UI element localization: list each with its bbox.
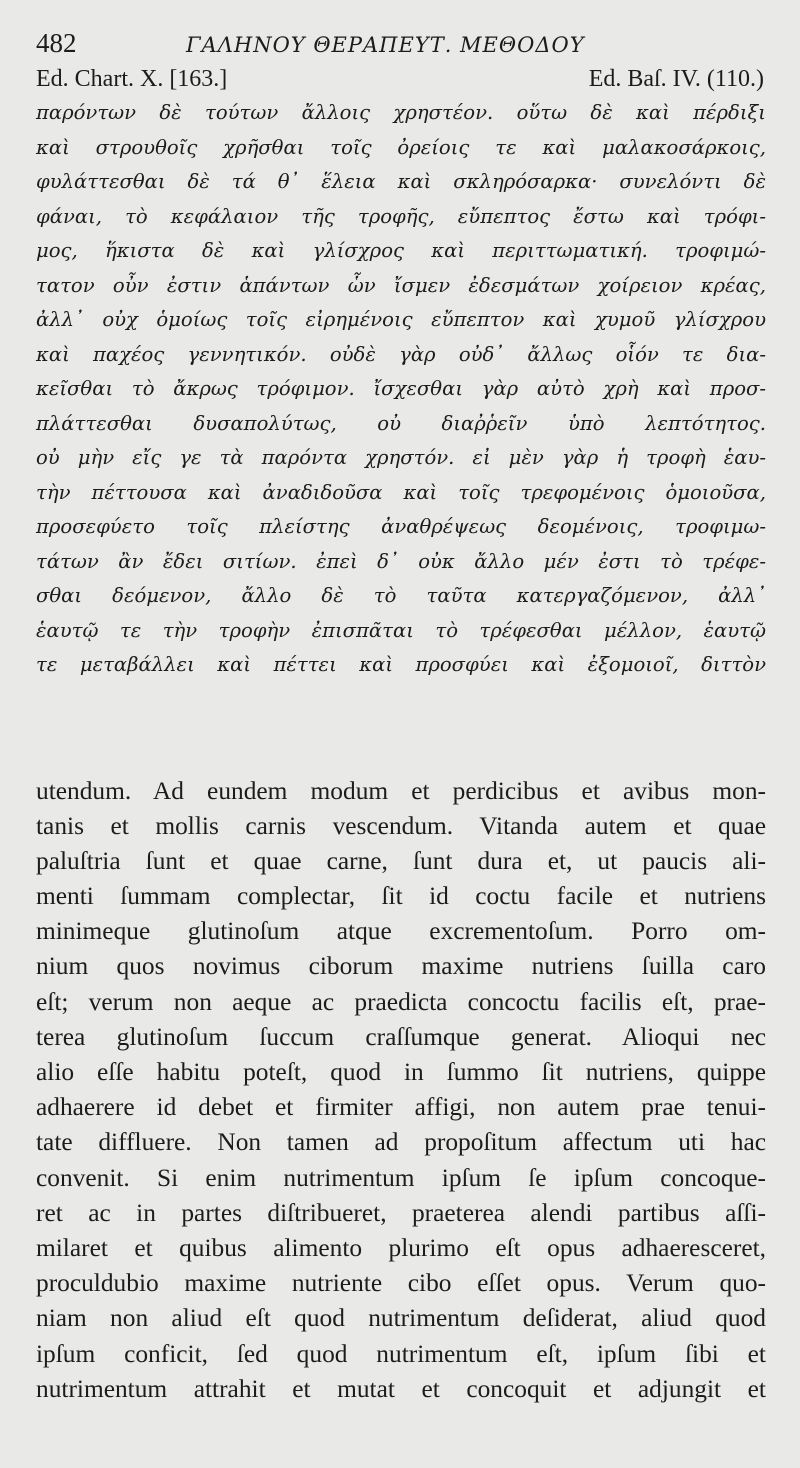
greek-line: τε μεταβάλλει καὶ πέττει καὶ προσφύει καὶ ἐξομοιοῖ, διττὸν (36, 653, 766, 676)
edition-basel: Ed. Baſ. IV. (110.) (588, 66, 764, 92)
greek-line: σθαι δεόμενον, ἄλλο δὲ τὸ ταῦτα κατεργαζόμενον, ἀλλ᾽ (36, 584, 766, 607)
latin-line: niam non aliud eſt quod nutrimentum deſiderat, aliud quod (36, 1304, 766, 1333)
latin-line: convenit. Si enim nutrimentum ipſum ſe ipſum concoque- (36, 1163, 766, 1192)
greek-line: τάτων ἂν ἔδει σιτίων. ἐπεὶ δ᾽ οὐκ ἄλλο μέν ἐστι τὸ τρέφε- (36, 549, 766, 573)
latin-line: ret ac in partes diſtribueret, praeterea alendi partibus aſſi- (36, 1198, 766, 1227)
latin-line: minimeque glutinoſum atque excrementoſum. Porro om- (36, 917, 766, 946)
greek-line: καὶ παχέος γεννητικόν. οὐδὲ γὰρ οὐδ᾽ ἄλλως οἷόν τε δια- (36, 342, 766, 366)
latin-line: menti ſummam complectar, ſit id coctu facile et nutriens (36, 882, 766, 911)
greek-line: φάναι, τὸ κεφάλαιον τῆς τροφῆς, εὔπεπτος ἔστω καὶ τρόφι- (36, 204, 766, 228)
greek-line: φυλάττεσθαι δὲ τά θ᾽ ἕλεια καὶ σκληρόσαρκα· συνελόντι δὲ (36, 170, 766, 193)
greek-line: μος, ἥκιστα δὲ καὶ γλίσχρος καὶ περιττωματική. τροφιμώ- (36, 239, 766, 262)
running-head (36, 28, 766, 62)
greek-line: πλάττεσθαι δυσαπολύτως, οὐ διαῤῥεῖν ὑπὸ λεπτότητος. (36, 411, 766, 435)
latin-text-block (36, 774, 766, 1407)
latin-line: nutrimentum attrahit et mutat et concoquit et adjungit et (36, 1374, 766, 1403)
greek-line: τατον οὖν ἐστιν ἁπάντων ὧν ἴσμεν ἐδεσμάτων χοίρειον κρέας, (36, 273, 766, 297)
greek-line: τὴν πέττουσα καὶ ἀναδιδοῦσα καὶ τοῖς τρεφομένοις ὁμοιοῦσα, (36, 480, 766, 504)
latin-line: tanis et mollis carnis vescendum. Vitanda autem et quae (36, 811, 766, 840)
latin-line: milaret et quibus alimento plurimo eſt opus adhaeresceret, (36, 1233, 766, 1262)
greek-line: οὐ μὴν εἴς γε τὰ παρόντα χρηστόν. εἰ μὲν γὰρ ἡ τροφὴ ἑαυ- (36, 446, 766, 469)
page-number: 482 (36, 28, 77, 58)
latin-line: paluſtria ſunt et quae carne, ſunt dura et, ut paucis ali- (36, 846, 766, 875)
latin-line: utendum. Ad eundem modum et perdicibus et avibus mon- (36, 776, 766, 805)
latin-line: terea glutinoſum ſuccum craſſumque generat. Alioqui nec (36, 1022, 766, 1051)
running-title: ΓΑΛΗΝΟΥ ΘΕΡΑΠΕΥΤ. ΜΕΘΟΔΟΥ (186, 33, 585, 57)
latin-line: adhaerere id debet et firmiter affigi, non autem prae tenui- (36, 1093, 766, 1122)
latin-line: eſt; verum non aeque ac praedicta concoctu facilis eſt, prae- (36, 987, 766, 1016)
latin-line: tate diffluere. Non tamen ad propoſitum affectum uti hac (36, 1128, 766, 1157)
latin-line: proculdubio maxime nutriente cibo eſſet opus. Verum quo- (36, 1269, 766, 1298)
greek-line: ἀλλ᾽ οὐχ ὁμοίως τοῖς εἰρημένοις εὔπεπτον καὶ χυμοῦ γλίσχρου (36, 308, 766, 331)
greek-line: ἑαυτῷ τε τὴν τροφὴν ἐπισπᾶται τὸ τρέφεσθαι μέλλον, ἑαυτῷ (36, 618, 766, 642)
greek-line: κεῖσθαι τὸ ἄκρως τρόφιμον. ἴσχεσθαι γὰρ αὐτὸ χρὴ καὶ προσ- (36, 377, 766, 400)
latin-line: nium quos novimus ciborum maxime nutriens ſuilla caro (36, 952, 766, 981)
latin-line: ipſum conficit, ſed quod nutrimentum eſt, ipſum ſibi et (36, 1339, 766, 1368)
edition-reference-line (36, 62, 764, 96)
edition-chartier: Ed. Chart. X. [163.] (36, 66, 228, 92)
greek-line: προσεφύετο τοῖς πλείστης ἀναθρέψεως δεομένοις, τροφιμω- (36, 515, 766, 538)
latin-line: alio eſſe habitu poteſt, quod in ſummo ſit nutriens, quippe (36, 1058, 766, 1086)
greek-text-block (36, 96, 766, 683)
greek-line: καὶ στρουθοῖς χρῆσθαι τοῖς ὀρείοις τε καὶ μαλακοσάρκοις, (36, 135, 766, 159)
greek-line: παρόντων δὲ τούτων ἄλλοις χρηστέον. οὕτω δὲ καὶ πέρδιξι (36, 101, 766, 124)
